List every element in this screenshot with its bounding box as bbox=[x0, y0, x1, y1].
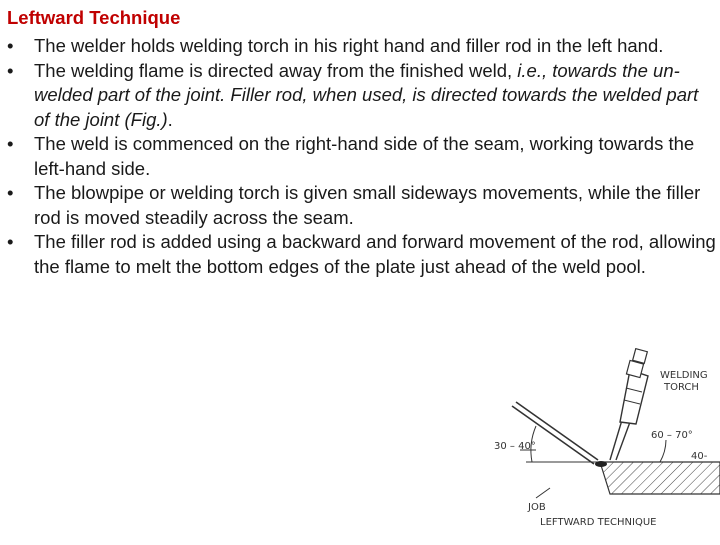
welding-torch-icon bbox=[610, 349, 648, 460]
label-angle-right: 40- bbox=[691, 451, 708, 462]
bullet-text: The weld is commenced on the right-hand side of the seam, working towards the left-hand side. bbox=[34, 133, 695, 179]
bullet-item bbox=[7, 181, 717, 230]
bullet-marker: • bbox=[7, 133, 14, 154]
welding-diagram bbox=[470, 348, 720, 540]
torch-angle-arc bbox=[660, 440, 666, 462]
label-angle-torch: 60 – 70° bbox=[651, 430, 693, 441]
bullet-marker: • bbox=[7, 182, 14, 203]
bullet-marker: • bbox=[7, 35, 14, 56]
slide-title: Leftward Technique bbox=[7, 7, 181, 28]
bullet-text-italic: i.e., towards the un-welded part of the joint. Filler rod, when used, is directed towards the welded part of the joint (Fig.) bbox=[34, 59, 699, 130]
bullet-marker: • bbox=[7, 231, 14, 252]
bullet-text: The welding flame is directed away from the finished weld, bbox=[34, 59, 518, 81]
label-job: JOB bbox=[528, 502, 546, 513]
figure-caption: LEFTWARD TECHNIQUE bbox=[540, 517, 657, 528]
job-plate bbox=[526, 462, 720, 494]
bullet-item bbox=[7, 132, 717, 181]
bullet-text: The filler rod is added using a backward and forward movement of the rod, allowing the flame to melt the bottom edges of the plate just ahead of the weld pool. bbox=[34, 231, 716, 277]
job-leader bbox=[536, 488, 550, 498]
bullet-text: The blowpipe or welding torch is given small sideways movements, while the filler rod is moved steadily across the seam. bbox=[34, 182, 701, 228]
label-welding: WELDING bbox=[660, 370, 708, 381]
bullet-item bbox=[7, 59, 717, 133]
bullet-text-end: . bbox=[167, 108, 173, 130]
bullet-item bbox=[7, 34, 717, 59]
weld-pool bbox=[595, 461, 607, 467]
bullet-list bbox=[7, 34, 717, 279]
bullet-text: The welder holds welding torch in his right hand and filler rod in the left hand. bbox=[34, 35, 664, 56]
bullet-item bbox=[7, 230, 717, 279]
filler-rod bbox=[512, 402, 598, 464]
label-angle-rod: 30 – 40° bbox=[494, 441, 536, 452]
bullet-marker: • bbox=[7, 59, 14, 81]
label-torch: TORCH bbox=[664, 382, 699, 393]
leftward-technique-figure bbox=[470, 348, 720, 540]
